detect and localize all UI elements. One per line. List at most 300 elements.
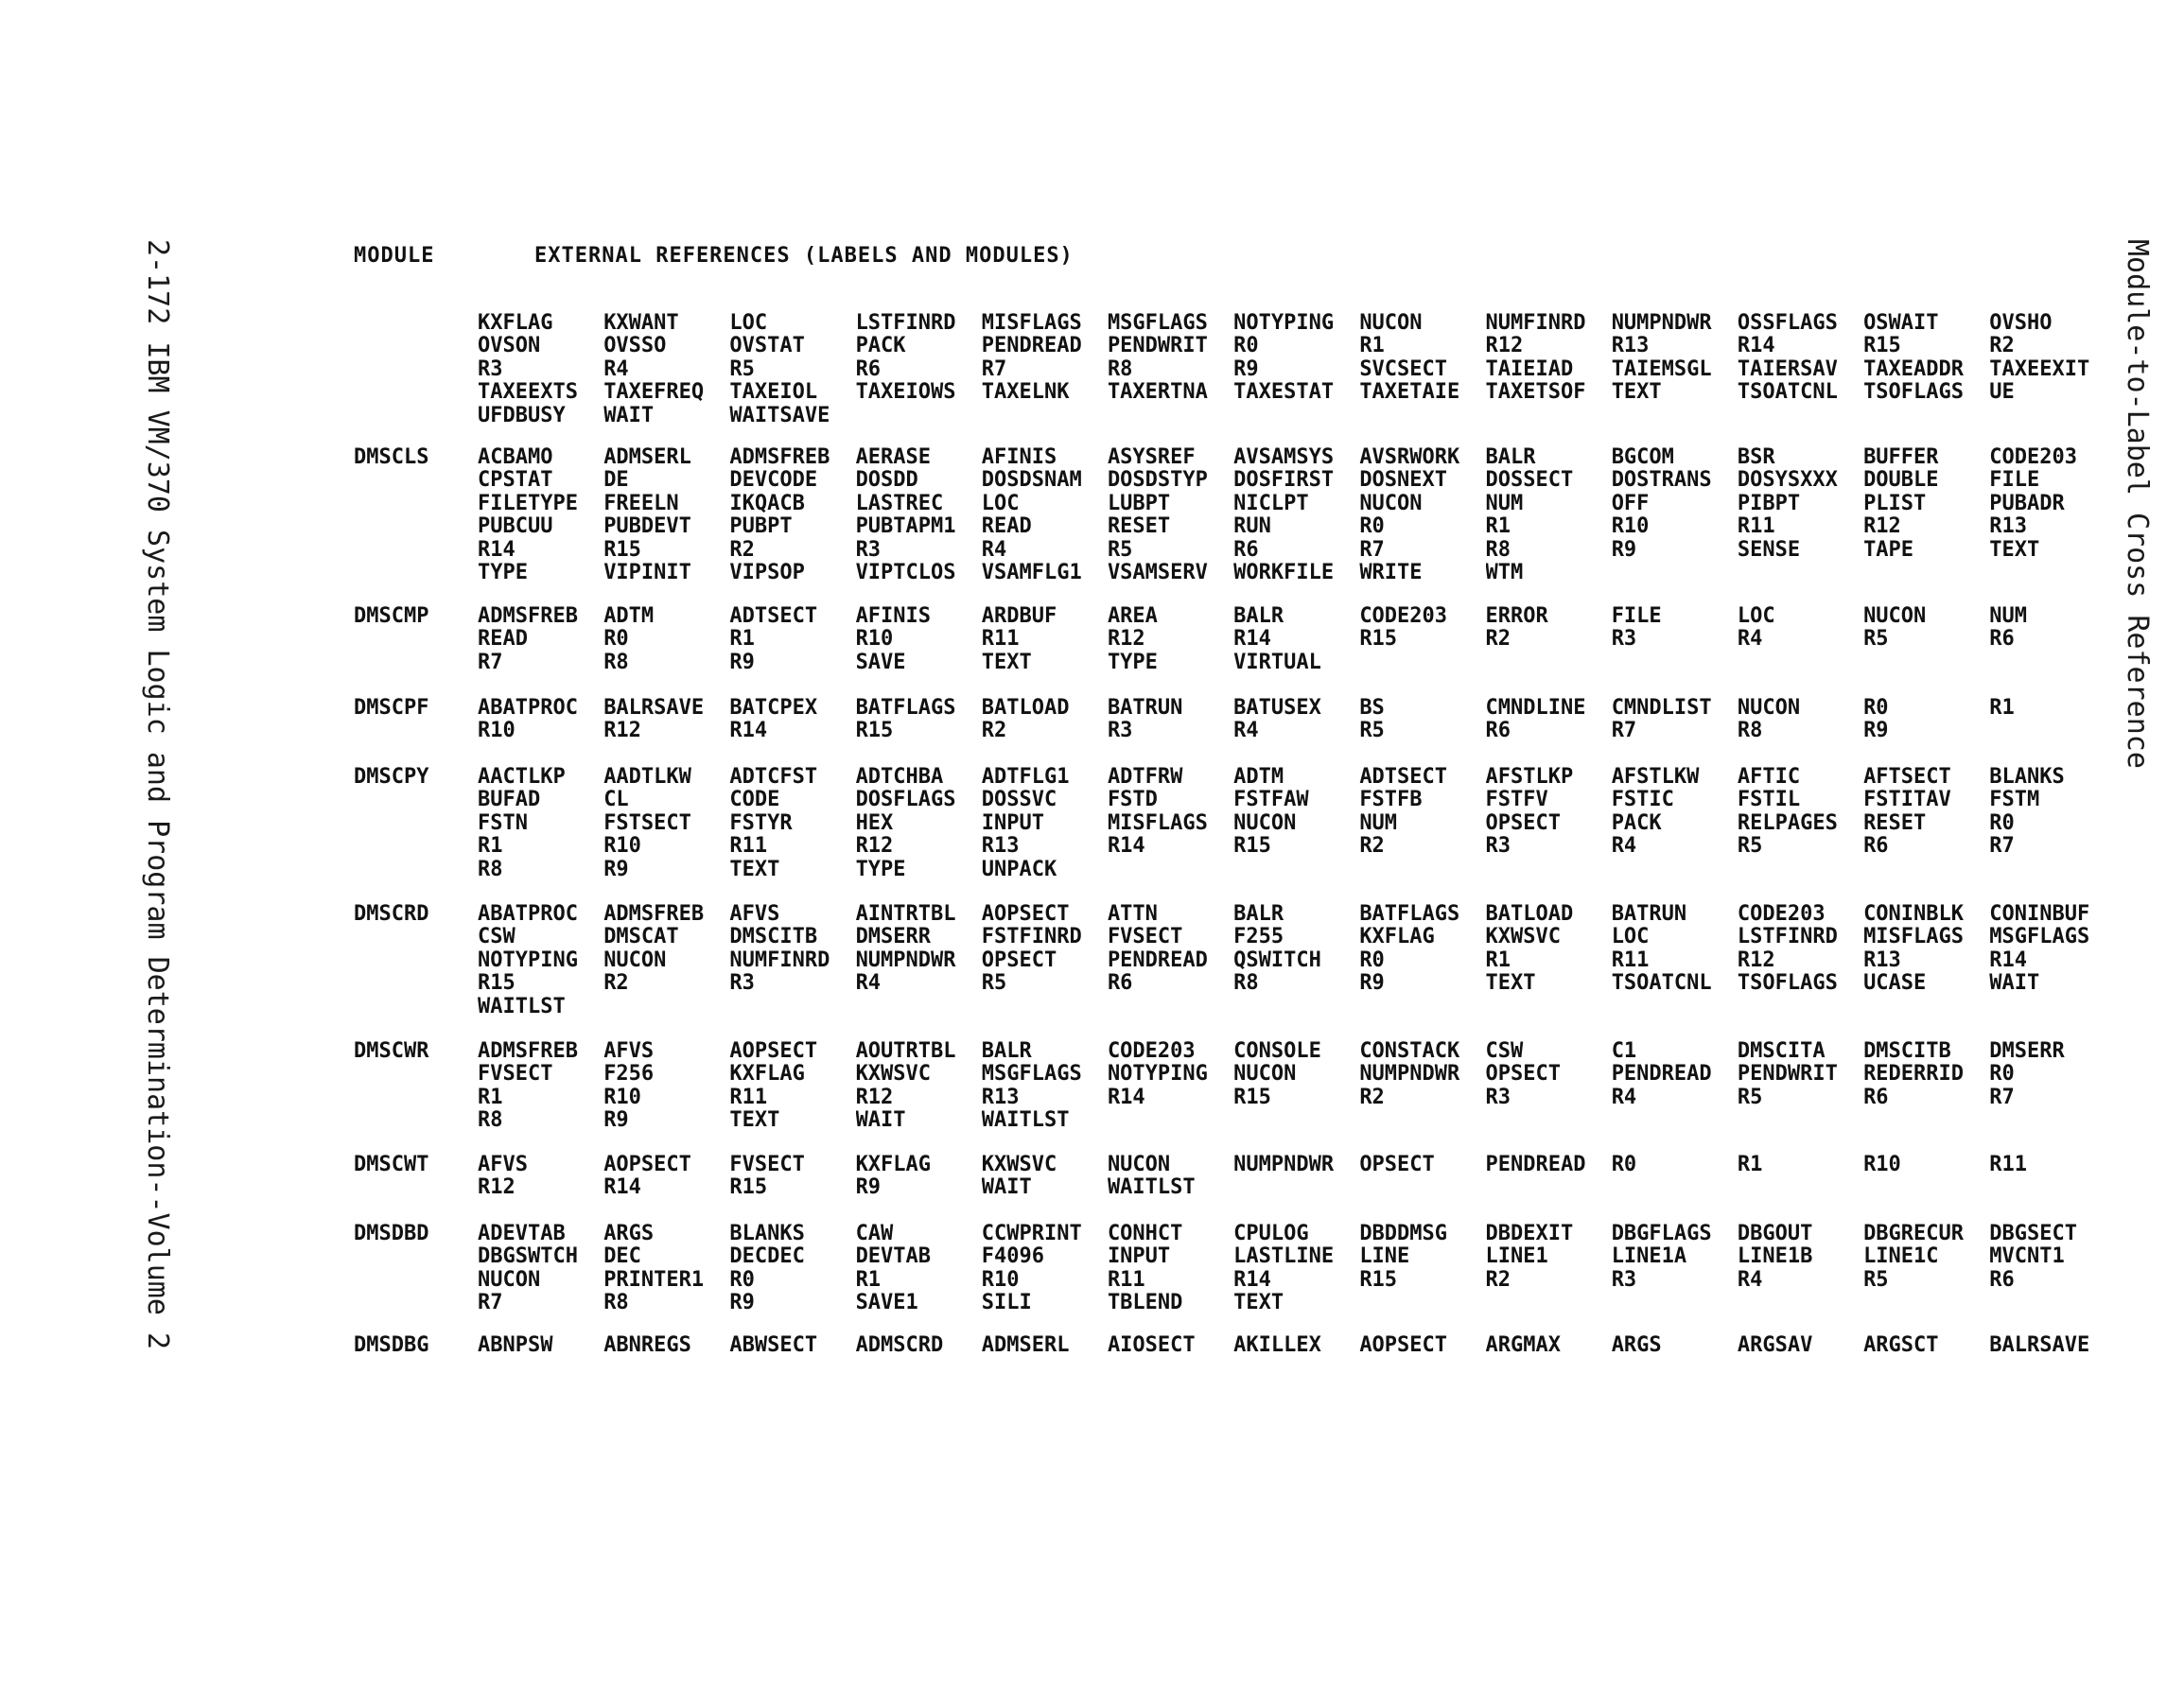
reference-label: KXFLAG — [1359, 926, 1435, 949]
reference-label: PLIST — [1863, 492, 1927, 515]
reference-label: DE — [603, 469, 629, 493]
reference-list — [478, 766, 2116, 881]
reference-label: DMSCITA — [1737, 1040, 1826, 1063]
reference-label: R3 — [1611, 1268, 1637, 1292]
reference-label: RUN — [1233, 515, 1271, 539]
reference-label: BALRSAVE — [1989, 1334, 2090, 1357]
reference-label: TYPE — [1107, 651, 1158, 674]
reference-label: LASTREC — [855, 492, 944, 515]
reference-label: AOUTRTBL — [855, 1040, 956, 1063]
reference-label: R11 — [1611, 948, 1650, 972]
reference-label: BLANKS — [1989, 766, 2065, 789]
reference-label: R3 — [855, 538, 882, 562]
reference-label: R2 — [1359, 835, 1385, 859]
reference-label: DOSNEXT — [1359, 469, 1448, 493]
reference-label: NUCON — [1359, 312, 1423, 335]
reference-label: R3 — [1611, 628, 1637, 652]
reference-label: WAITSAVE — [729, 404, 830, 427]
reference-label: R15 — [729, 1176, 768, 1200]
reference-label: DOSDSNAM — [981, 469, 1082, 493]
reference-label: ADMSERL — [603, 446, 691, 469]
reference-label: R14 — [729, 720, 768, 743]
reference-label: R13 — [981, 835, 1020, 859]
reference-list — [478, 1334, 2116, 1357]
reference-label: R2 — [729, 538, 755, 562]
page-footer-vertical: 2-172 IBM VM/370 System Logic and Program Determination--Volume 2 — [141, 239, 174, 1349]
reference-label: REDERRID — [1863, 1063, 1965, 1087]
reference-label: R4 — [981, 538, 1007, 562]
reference-label: R9 — [1863, 720, 1889, 743]
reference-label: R3 — [478, 357, 503, 381]
reference-label: R2 — [981, 720, 1007, 743]
reference-label: ADTCHBA — [855, 766, 944, 789]
reference-list — [478, 446, 2116, 584]
reference-label: R4 — [603, 357, 629, 381]
reference-label: FSTYR — [729, 811, 793, 835]
reference-label: KXFLAG — [478, 312, 553, 335]
reference-label: R1 — [729, 628, 755, 652]
reference-label: R1 — [855, 1268, 882, 1292]
reference-label: R8 — [1233, 972, 1259, 996]
reference-list — [478, 312, 2116, 427]
reference-label: BATCPEX — [729, 697, 818, 720]
reference-label: DMSCAT — [603, 926, 679, 949]
reference-label: PENDWRIT — [1107, 335, 1208, 358]
reference-label: INPUT — [981, 811, 1044, 835]
reference-label: R9 — [1611, 538, 1637, 562]
reference-label: PENDWRIT — [1737, 1063, 1838, 1087]
reference-label: R9 — [729, 1292, 755, 1315]
reference-label: CODE203 — [1989, 446, 2077, 469]
reference-label: OSWAIT — [1863, 312, 1939, 335]
reference-label: NUCON — [1233, 811, 1297, 835]
reference-label: R15 — [1863, 335, 1901, 358]
reference-label: R5 — [729, 357, 755, 381]
reference-label: PUBTAPM1 — [855, 515, 956, 539]
reference-label: R15 — [1359, 628, 1398, 652]
reference-label: SAVE1 — [855, 1292, 918, 1315]
reference-label: AFTIC — [1737, 766, 1801, 789]
reference-label: AFVS — [603, 1040, 655, 1063]
reference-label: R12 — [1737, 948, 1775, 972]
reference-label: BGCOM — [1611, 446, 1674, 469]
reference-label: R4 — [855, 972, 882, 996]
reference-label: BSR — [1737, 446, 1775, 469]
reference-label: R14 — [1989, 948, 2027, 972]
reference-list — [478, 697, 2116, 743]
reference-label: R14 — [1737, 335, 1775, 358]
reference-label: READ — [981, 515, 1032, 539]
reference-label: TAXEADDR — [1863, 357, 1965, 381]
reference-label: LASTLINE — [1233, 1245, 1335, 1269]
reference-label: DBGOUT — [1737, 1223, 1813, 1245]
reference-label: SVCSECT — [1359, 357, 1448, 381]
reference-label: TEXT — [981, 651, 1032, 674]
module-name: DMSCRD — [354, 902, 429, 926]
reference-label: DBGSECT — [1989, 1223, 2077, 1245]
reference-label: R6 — [1989, 1268, 2015, 1292]
reference-label: PENDREAD — [1611, 1063, 1712, 1087]
reference-label: R14 — [1107, 1086, 1145, 1109]
reference-label: ADMSFREB — [478, 605, 578, 628]
reference-label: R7 — [478, 651, 503, 674]
reference-label: ADMSERL — [981, 1334, 1070, 1357]
reference-label: KXWANT — [603, 312, 679, 335]
reference-label: LINE1 — [1485, 1245, 1548, 1269]
reference-label: TAIERSAV — [1737, 357, 1838, 381]
external-references-header: EXTERNAL REFERENCES (LABELS AND MODULES) — [534, 244, 1074, 268]
reference-label: R11 — [981, 628, 1020, 652]
reference-label: PACK — [855, 335, 906, 358]
reference-label: R10 — [981, 1268, 1020, 1292]
reference-label: FSTIL — [1737, 789, 1801, 812]
reference-label: PIBPT — [1737, 492, 1801, 515]
reference-label: R13 — [1989, 515, 2027, 539]
reference-label: NUM — [1989, 605, 2027, 628]
reference-label: MSGFLAGS — [1989, 926, 2090, 949]
reference-label: DOUBLE — [1863, 469, 1939, 493]
reference-label: PACK — [1611, 811, 1662, 835]
reference-label: BATUSEX — [1233, 697, 1321, 720]
reference-label: R1 — [1359, 335, 1385, 358]
reference-list — [478, 605, 2116, 674]
reference-label: BUFAD — [478, 789, 541, 812]
reference-label: R12 — [855, 835, 894, 859]
reference-label: ADMSFREB — [478, 1040, 578, 1063]
reference-label: R5 — [1737, 835, 1763, 859]
reference-label: R9 — [855, 1176, 882, 1200]
reference-label: R1 — [478, 835, 503, 859]
reference-label: ADMSCRD — [855, 1334, 944, 1357]
reference-label: WAIT — [855, 1109, 906, 1133]
reference-label: ADMSFREB — [729, 446, 830, 469]
reference-label: R2 — [603, 972, 629, 996]
reference-label: BS — [1359, 697, 1385, 720]
reference-label: R7 — [478, 1292, 503, 1315]
reference-label: MISFLAGS — [981, 312, 1082, 335]
reference-label: TYPE — [855, 858, 906, 881]
reference-label: R3 — [1107, 720, 1133, 743]
reference-label: TBLEND — [1107, 1292, 1183, 1315]
reference-label: TAPE — [1863, 538, 1914, 562]
reference-label: FSTN — [478, 811, 528, 835]
reference-label: ADTCFST — [729, 766, 818, 789]
reference-label: R5 — [1737, 1086, 1763, 1109]
reference-label: R4 — [1611, 1086, 1637, 1109]
reference-label: AVSRWORK — [1359, 446, 1460, 469]
reference-label: NUMPNDWR — [1359, 1063, 1460, 1087]
reference-label: TSOATCNL — [1737, 381, 1838, 405]
reference-label: NUMFINRD — [1485, 312, 1586, 335]
reference-label: R0 — [729, 1268, 755, 1292]
reference-label: VIRTUAL — [1233, 651, 1321, 674]
reference-label: UCASE — [1863, 972, 1927, 996]
reference-label: AREA — [1107, 605, 1158, 628]
reference-label: NUMPNDWR — [1611, 312, 1712, 335]
reference-label: IKQACB — [729, 492, 805, 515]
reference-label: R7 — [981, 357, 1007, 381]
reference-label: DOSTRANS — [1611, 469, 1712, 493]
reference-label: ADTFLG1 — [981, 766, 1070, 789]
reference-label: NUCON — [1863, 605, 1927, 628]
reference-label: CL — [603, 789, 629, 812]
reference-label: BALR — [981, 1040, 1032, 1063]
reference-label: R14 — [603, 1176, 641, 1200]
reference-label: ADMSFREB — [603, 903, 705, 926]
module-column-header: MODULE — [354, 244, 435, 268]
reference-label: CONINBUF — [1989, 903, 2090, 926]
reference-label: TEXT — [1233, 1292, 1284, 1315]
reference-label: WAITLST — [1107, 1176, 1196, 1200]
reference-label: LOC — [1611, 926, 1650, 949]
section-title-vertical: Module-to-Label Cross Reference — [2121, 239, 2154, 769]
reference-label: AFINIS — [855, 605, 932, 628]
reference-label: CPULOG — [1233, 1223, 1309, 1245]
reference-label: LINE1C — [1863, 1245, 1939, 1269]
reference-label: NUM — [1485, 492, 1524, 515]
reference-label: AERASE — [855, 446, 932, 469]
reference-label: MISFLAGS — [1107, 811, 1208, 835]
reference-label: R1 — [478, 1086, 503, 1109]
reference-label: DBGFLAGS — [1611, 1223, 1712, 1245]
reference-label: LOC — [729, 312, 768, 335]
reference-label: NUCON — [1233, 1063, 1297, 1087]
reference-label: FVSECT — [1107, 926, 1183, 949]
reference-label: NUCON — [1359, 492, 1423, 515]
reference-label: DOSFIRST — [1233, 469, 1335, 493]
reference-label: DBDDMSG — [1359, 1223, 1448, 1245]
reference-label: R6 — [855, 357, 882, 381]
reference-label: R7 — [1611, 720, 1637, 743]
reference-label: ADTM — [1233, 766, 1284, 789]
reference-label: ARGMAX — [1485, 1334, 1561, 1357]
reference-label: R5 — [1359, 720, 1385, 743]
reference-label: KXWSVC — [1485, 926, 1561, 949]
reference-label: TAXEEXIT — [1989, 357, 2090, 381]
reference-label: AFSTLKW — [1611, 766, 1700, 789]
reference-label: NOTYPING — [1107, 1063, 1208, 1087]
reference-label: R9 — [603, 1109, 629, 1133]
reference-label: WRITE — [1359, 561, 1423, 584]
reference-label: R0 — [1863, 697, 1889, 720]
reference-label: AFVS — [729, 903, 780, 926]
reference-label: R5 — [981, 972, 1007, 996]
reference-label: R15 — [855, 720, 894, 743]
reference-label: OPSECT — [1485, 811, 1561, 835]
reference-label: CCWPRINT — [981, 1223, 1082, 1245]
reference-label: INPUT — [1107, 1245, 1171, 1269]
reference-label: R12 — [1107, 628, 1145, 652]
reference-label: R15 — [1233, 835, 1271, 859]
reference-label: AFSTLKP — [1485, 766, 1574, 789]
module-name: DMSCLS — [354, 445, 429, 469]
reference-label: R8 — [1737, 720, 1763, 743]
reference-label: BALR — [1233, 605, 1284, 628]
reference-label: DMSCITB — [1863, 1040, 1951, 1063]
reference-label: VIPINIT — [603, 561, 691, 584]
reference-label: R11 — [1107, 1268, 1145, 1292]
reference-label: BALRSAVE — [603, 697, 705, 720]
reference-label: R5 — [1107, 538, 1133, 562]
reference-label: KXFLAG — [729, 1063, 805, 1087]
reference-label: R13 — [1611, 335, 1650, 358]
reference-label: ABATPROC — [478, 903, 578, 926]
reference-label: WAIT — [981, 1176, 1032, 1200]
reference-label: LOC — [981, 492, 1020, 515]
reference-label: NUMPNDWR — [855, 948, 956, 972]
reference-label: TAXETAIE — [1359, 381, 1460, 405]
reference-label: R10 — [478, 720, 515, 743]
reference-label: R10 — [603, 835, 641, 859]
reference-label: NUCON — [603, 948, 667, 972]
reference-label: R2 — [1359, 1086, 1385, 1109]
reference-label: BATFLAGS — [855, 697, 956, 720]
reference-label: TSOFLAGS — [1737, 972, 1838, 996]
module-name: DMSCMP — [354, 604, 429, 628]
reference-label: R15 — [1233, 1086, 1271, 1109]
reference-label: MSGFLAGS — [981, 1063, 1082, 1087]
module-name: DMSCWR — [354, 1039, 429, 1063]
reference-label: FILE — [1611, 605, 1662, 628]
reference-label: LINE1A — [1611, 1245, 1687, 1269]
reference-label: R5 — [1863, 1268, 1889, 1292]
reference-label: F256 — [603, 1063, 655, 1087]
reference-label: AFTSECT — [1863, 766, 1951, 789]
reference-label: ADTM — [603, 605, 655, 628]
reference-label: ACBAMO — [478, 446, 553, 469]
reference-label: R1 — [1485, 515, 1511, 539]
reference-label: AOPSECT — [1359, 1334, 1448, 1357]
reference-label: R2 — [1989, 335, 2015, 358]
reference-label: DMSCITB — [729, 926, 818, 949]
reference-label: FILETYPE — [478, 492, 578, 515]
reference-list — [478, 903, 2116, 1018]
reference-label: OSSFLAGS — [1737, 312, 1838, 335]
reference-label: R14 — [1107, 835, 1145, 859]
reference-label: R10 — [1611, 515, 1650, 539]
reference-label: R0 — [1233, 335, 1259, 358]
reference-label: R10 — [603, 1086, 641, 1109]
reference-label: AINTRTBL — [855, 903, 956, 926]
reference-label: TEXT — [1485, 972, 1536, 996]
reference-label: SENSE — [1737, 538, 1801, 562]
reference-label: R12 — [478, 1176, 515, 1200]
reference-label: LUBPT — [1107, 492, 1171, 515]
reference-label: R11 — [1989, 1154, 2027, 1176]
module-name: DMSDBG — [354, 1333, 429, 1357]
reference-label: R15 — [478, 972, 515, 996]
reference-label: VSAMFLG1 — [981, 561, 1082, 584]
reference-label: TAXEFREQ — [603, 381, 705, 405]
reference-label: FSTFAW — [1233, 789, 1309, 812]
reference-label: TEXT — [1989, 538, 2040, 562]
reference-label: ABNREGS — [603, 1334, 691, 1357]
reference-label: R9 — [729, 651, 755, 674]
reference-label: LSTFINRD — [1737, 926, 1838, 949]
reference-label: FSTFINRD — [981, 926, 1082, 949]
reference-label: PUBADR — [1989, 492, 2065, 515]
reference-label: TEXT — [729, 1109, 780, 1133]
reference-label: R8 — [603, 1292, 629, 1315]
reference-label: BLANKS — [729, 1223, 805, 1245]
reference-label: R8 — [1485, 538, 1511, 562]
reference-label: FSTIC — [1611, 789, 1674, 812]
reference-label: ABATPROC — [478, 697, 578, 720]
reference-label: DEC — [603, 1245, 641, 1269]
reference-label: R7 — [1989, 1086, 2015, 1109]
reference-label: CONSTACK — [1359, 1040, 1460, 1063]
reference-label: KXWSVC — [981, 1154, 1057, 1176]
reference-label: R13 — [981, 1086, 1020, 1109]
reference-label: DBDEXIT — [1485, 1223, 1574, 1245]
reference-label: NOTYPING — [1233, 312, 1335, 335]
reference-label: CONINBLK — [1863, 903, 1965, 926]
reference-label: R10 — [1863, 1154, 1901, 1176]
reference-label: ADTFRW — [1107, 766, 1183, 789]
reference-label: DMSERR — [1989, 1040, 2065, 1063]
reference-label: RESET — [1863, 811, 1927, 835]
module-name: DMSCWT — [354, 1153, 429, 1176]
reference-label: ADTSECT — [1359, 766, 1448, 789]
reference-label: R3 — [1485, 1086, 1511, 1109]
reference-label: R12 — [603, 720, 641, 743]
reference-label: R7 — [1359, 538, 1385, 562]
reference-label: AOPSECT — [603, 1154, 691, 1176]
reference-label: NICLPT — [1233, 492, 1309, 515]
reference-label: FVSECT — [729, 1154, 805, 1176]
reference-label: BUFFER — [1863, 446, 1939, 469]
reference-label: CMNDLINE — [1485, 697, 1586, 720]
reference-label: OVSHO — [1989, 312, 2053, 335]
reference-label: OVSTAT — [729, 335, 805, 358]
reference-label: VIPTCLOS — [855, 561, 956, 584]
reference-label: R6 — [1863, 1086, 1889, 1109]
reference-label: R1 — [1737, 1154, 1763, 1176]
reference-label: CSW — [478, 926, 515, 949]
reference-label: SAVE — [855, 651, 906, 674]
reference-label: TEXT — [1611, 381, 1662, 405]
reference-label: R6 — [1107, 972, 1133, 996]
reference-label: OVSON — [478, 335, 541, 358]
reference-label: PUBPT — [729, 515, 793, 539]
reference-label: R8 — [478, 1109, 503, 1133]
reference-label: UNPACK — [981, 858, 1057, 881]
reference-label: R4 — [1737, 1268, 1763, 1292]
reference-label: R1 — [1485, 948, 1511, 972]
reference-label: F255 — [1233, 926, 1284, 949]
reference-label: R4 — [1737, 628, 1763, 652]
reference-label: ABWSECT — [729, 1334, 818, 1357]
reference-label: FSTD — [1107, 789, 1158, 812]
reference-label: DOSDD — [855, 469, 918, 493]
reference-label: WAITLST — [478, 995, 566, 1018]
reference-label: DOSFLAGS — [855, 789, 956, 812]
reference-label: PENDREAD — [981, 335, 1082, 358]
reference-label: READ — [478, 628, 528, 652]
reference-label: ADEVTAB — [478, 1223, 566, 1245]
reference-label: DOSYSXXX — [1737, 469, 1838, 493]
reference-label: R3 — [729, 972, 755, 996]
reference-label: PUBDEVT — [603, 515, 691, 539]
reference-label: R7 — [1989, 835, 2015, 859]
reference-label: LINE1B — [1737, 1245, 1813, 1269]
reference-label: PENDREAD — [1107, 948, 1208, 972]
reference-label: ATTN — [1107, 903, 1158, 926]
reference-label: R4 — [1233, 720, 1259, 743]
reference-label: R12 — [855, 1086, 894, 1109]
reference-label: LINE — [1359, 1245, 1410, 1269]
reference-label: AIOSECT — [1107, 1334, 1196, 1357]
